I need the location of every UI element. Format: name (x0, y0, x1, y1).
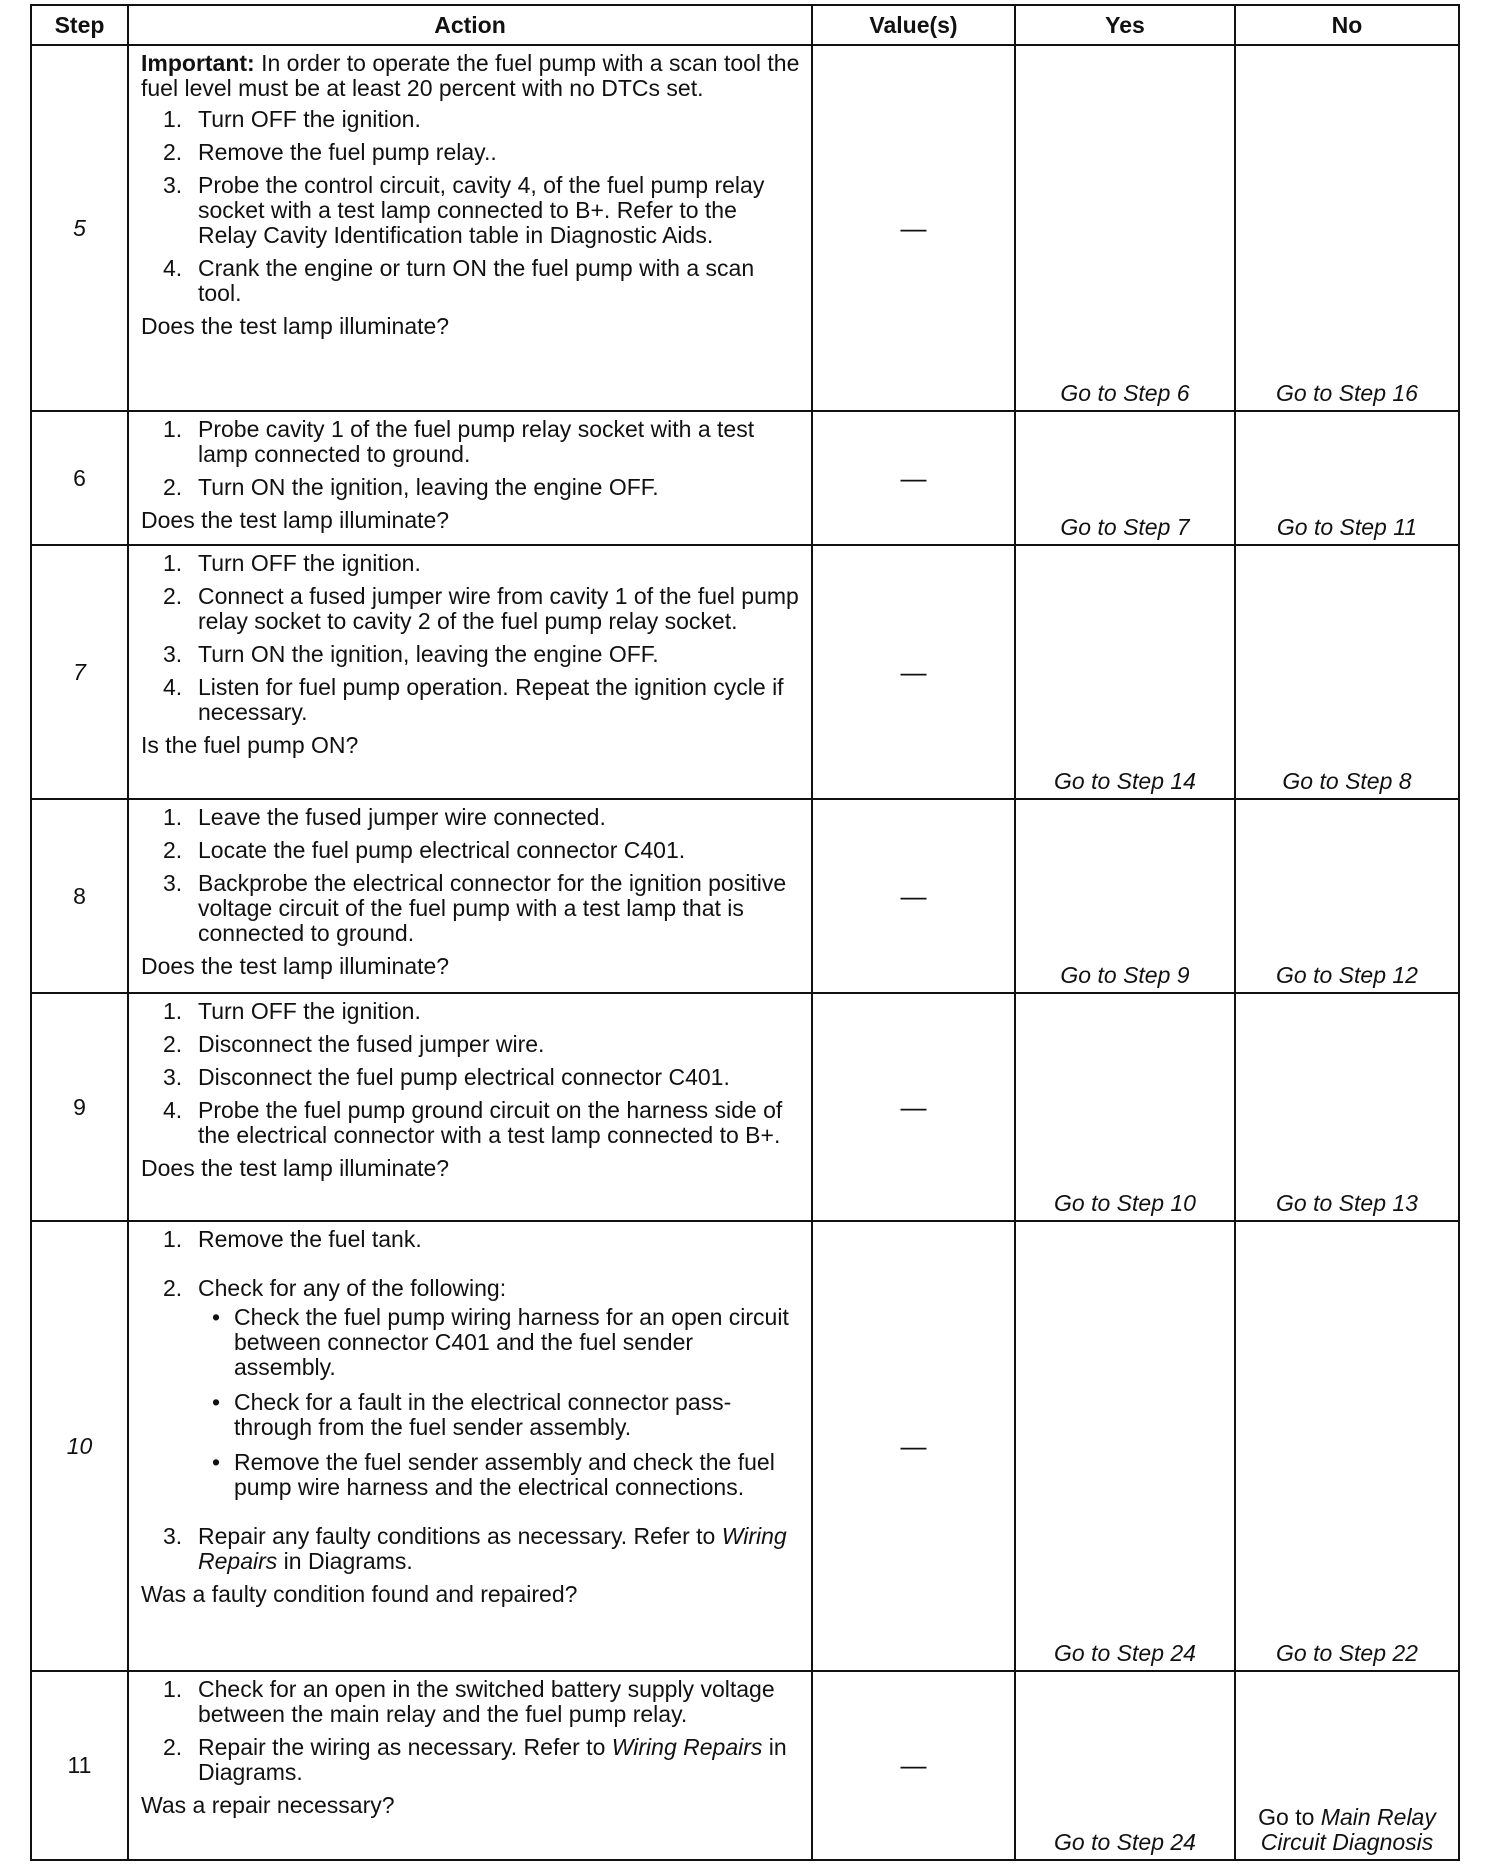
step-number: 8 (31, 799, 128, 993)
yes-link: Go to Step 6 (1015, 45, 1235, 411)
no-link: Go to Step 8 (1235, 545, 1459, 799)
action-list (141, 417, 801, 500)
question: Does the test lamp illuminate? (141, 313, 450, 339)
action-cell (128, 1671, 812, 1860)
main-relay-ref: Main Relay Circuit Diagnosis (1260, 1804, 1436, 1855)
list-item: 2. Repair the wiring as necessary. Refer to Wiring Repairs in Diagrams. (163, 1734, 787, 1785)
list-item: 4. Listen for fuel pump operation. Repeat the ignition cycle if necessary. (163, 674, 784, 725)
no-link: Go to Step 12 (1235, 799, 1459, 993)
action-cell (128, 1221, 812, 1671)
no-link: Go to Step 13 (1235, 993, 1459, 1221)
action-cell (128, 45, 812, 411)
list-item: 3. Repair any faulty conditions as necessary. Refer to Wiring Repairs in Diagrams. (163, 1523, 787, 1574)
value-cell: — (812, 411, 1015, 545)
value-cell: — (812, 1671, 1015, 1860)
value-cell: — (812, 799, 1015, 993)
value-cell: — (812, 993, 1015, 1221)
header-values: Value(s) (812, 5, 1015, 45)
table-row-step-5 (31, 45, 1459, 411)
yes-link: Go to Step 10 (1015, 993, 1235, 1221)
header-no: No (1235, 5, 1459, 45)
important-note (141, 51, 801, 101)
list-item: 2. Remove the fuel pump relay.. (163, 139, 497, 165)
action-cell (128, 799, 812, 993)
yes-link: Go to Step 24 (1015, 1671, 1235, 1860)
yes-link: Go to Step 7 (1015, 411, 1235, 545)
action-list (141, 551, 801, 725)
action-cell (128, 545, 812, 799)
action-cell (128, 411, 812, 545)
action-list (141, 805, 801, 946)
action-cell (128, 993, 812, 1221)
list-item: 4. Probe the fuel pump ground circuit on the harness side of the electrical connector with a test lamp connected to B+. (163, 1097, 783, 1148)
table-row-step-11 (31, 1671, 1459, 1860)
no-link: Go to Main Relay Circuit Diagnosis (1235, 1671, 1459, 1860)
question: Does the test lamp illuminate? (141, 507, 450, 533)
bullet-item: • Check the fuel pump wiring harness for an open circuit between connector C401 and the fuel sender assembly. (212, 1304, 789, 1380)
list-item: 1. Check for an open in the switched battery supply voltage between the main relay and the fuel pump relay. (163, 1676, 775, 1727)
question: Is the fuel pump ON? (141, 732, 359, 758)
question: Does the test lamp illuminate? (141, 1155, 450, 1181)
bullet-item: • Check for a fault in the electrical connector pass-through from the fuel sender assembly. (212, 1389, 732, 1440)
question: Was a faulty condition found and repaired? (141, 1581, 578, 1607)
list-item: 1. Turn OFF the ignition. (163, 106, 421, 132)
question: Does the test lamp illuminate? (141, 953, 450, 979)
header-yes: Yes (1015, 5, 1235, 45)
question: Was a repair necessary? (141, 1792, 395, 1818)
no-link: Go to Step 22 (1235, 1221, 1459, 1671)
bullet-item: • Remove the fuel sender assembly and check the fuel pump wire harness and the electrical connections. (212, 1449, 775, 1500)
table-row-step-8 (31, 799, 1459, 993)
header-step: Step (31, 5, 128, 45)
diagnostic-table (30, 4, 1460, 1861)
list-item: 4. Crank the engine or turn ON the fuel pump with a scan tool. (163, 255, 755, 306)
value-cell: — (812, 545, 1015, 799)
action-list (141, 1677, 801, 1785)
step-number: 5 (31, 45, 128, 411)
list-item: 1. Turn OFF the ignition. (163, 998, 421, 1024)
list-item: 3. Backprobe the electrical connector for the ignition positive voltage circuit of the fuel pump with a test lamp that is connected to ground. (163, 870, 787, 946)
step-number: 6 (31, 411, 128, 545)
no-link: Go to Step 16 (1235, 45, 1459, 411)
wiring-repairs-ref: Wiring Repairs (611, 1734, 763, 1760)
action-list (141, 1227, 801, 1574)
yes-link: Go to Step 14 (1015, 545, 1235, 799)
step-number: 10 (31, 1221, 128, 1671)
header-action: Action (128, 5, 812, 45)
step-number: 9 (31, 993, 128, 1221)
table-row-step-10 (31, 1221, 1459, 1671)
list-item: 1. Leave the fused jumper wire connected. (163, 804, 606, 830)
list-item: 3. Turn ON the ignition, leaving the engine OFF. (163, 641, 659, 667)
important-label: Important: (141, 50, 255, 76)
list-item: 2. Locate the fuel pump electrical connector C401. (163, 837, 686, 863)
table-row-step-7 (31, 545, 1459, 799)
list-item: 1. Probe cavity 1 of the fuel pump relay socket with a test lamp connected to ground. (163, 416, 755, 467)
step-number: 11 (31, 1671, 128, 1860)
list-item: 2. Check for any of the following: • Check the fuel pump wiring harness for an open circuit between connector C401 and the fuel sender assembly. • Check for a fault in the electrical connector pass-through from the fuel sender assembly. • Remove the fuel sender assembly and check the fuel pump wire harness and the electrical connections. (141, 1276, 801, 1500)
list-item: 2. Connect a fused jumper wire from cavity 1 of the fuel pump relay socket to cavity 2 of the fuel pump relay socket. (163, 583, 799, 634)
value-cell: — (812, 1221, 1015, 1671)
no-link: Go to Step 11 (1235, 411, 1459, 545)
important-text: In order to operate the fuel pump with a scan tool the fuel level must be at least 20 percent with no DTCs set. (141, 50, 800, 101)
list-item: 1. Remove the fuel tank. (163, 1226, 422, 1252)
table-row-step-6 (31, 411, 1459, 545)
list-item: 2. Disconnect the fused jumper wire. (163, 1031, 545, 1057)
list-item: 3. Disconnect the fuel pump electrical connector C401. (163, 1064, 730, 1090)
action-list (141, 107, 801, 306)
list-item: 3. Probe the control circuit, cavity 4, of the fuel pump relay socket with a test lamp connected to B+. Refer to the Relay Cavity Identification table in Diagnostic Aids. (163, 172, 765, 248)
value-cell: — (812, 45, 1015, 411)
header-row (31, 5, 1459, 45)
action-list (141, 999, 801, 1148)
step-number: 7 (31, 545, 128, 799)
yes-link: Go to Step 24 (1015, 1221, 1235, 1671)
wiring-repairs-ref: Wiring Repairs (198, 1523, 787, 1574)
table-row-step-9 (31, 993, 1459, 1221)
yes-link: Go to Step 9 (1015, 799, 1235, 993)
bullet-list (198, 1305, 801, 1500)
list-item: 1. Turn OFF the ignition. (163, 550, 421, 576)
list-item: 2. Turn ON the ignition, leaving the engine OFF. (163, 474, 659, 500)
